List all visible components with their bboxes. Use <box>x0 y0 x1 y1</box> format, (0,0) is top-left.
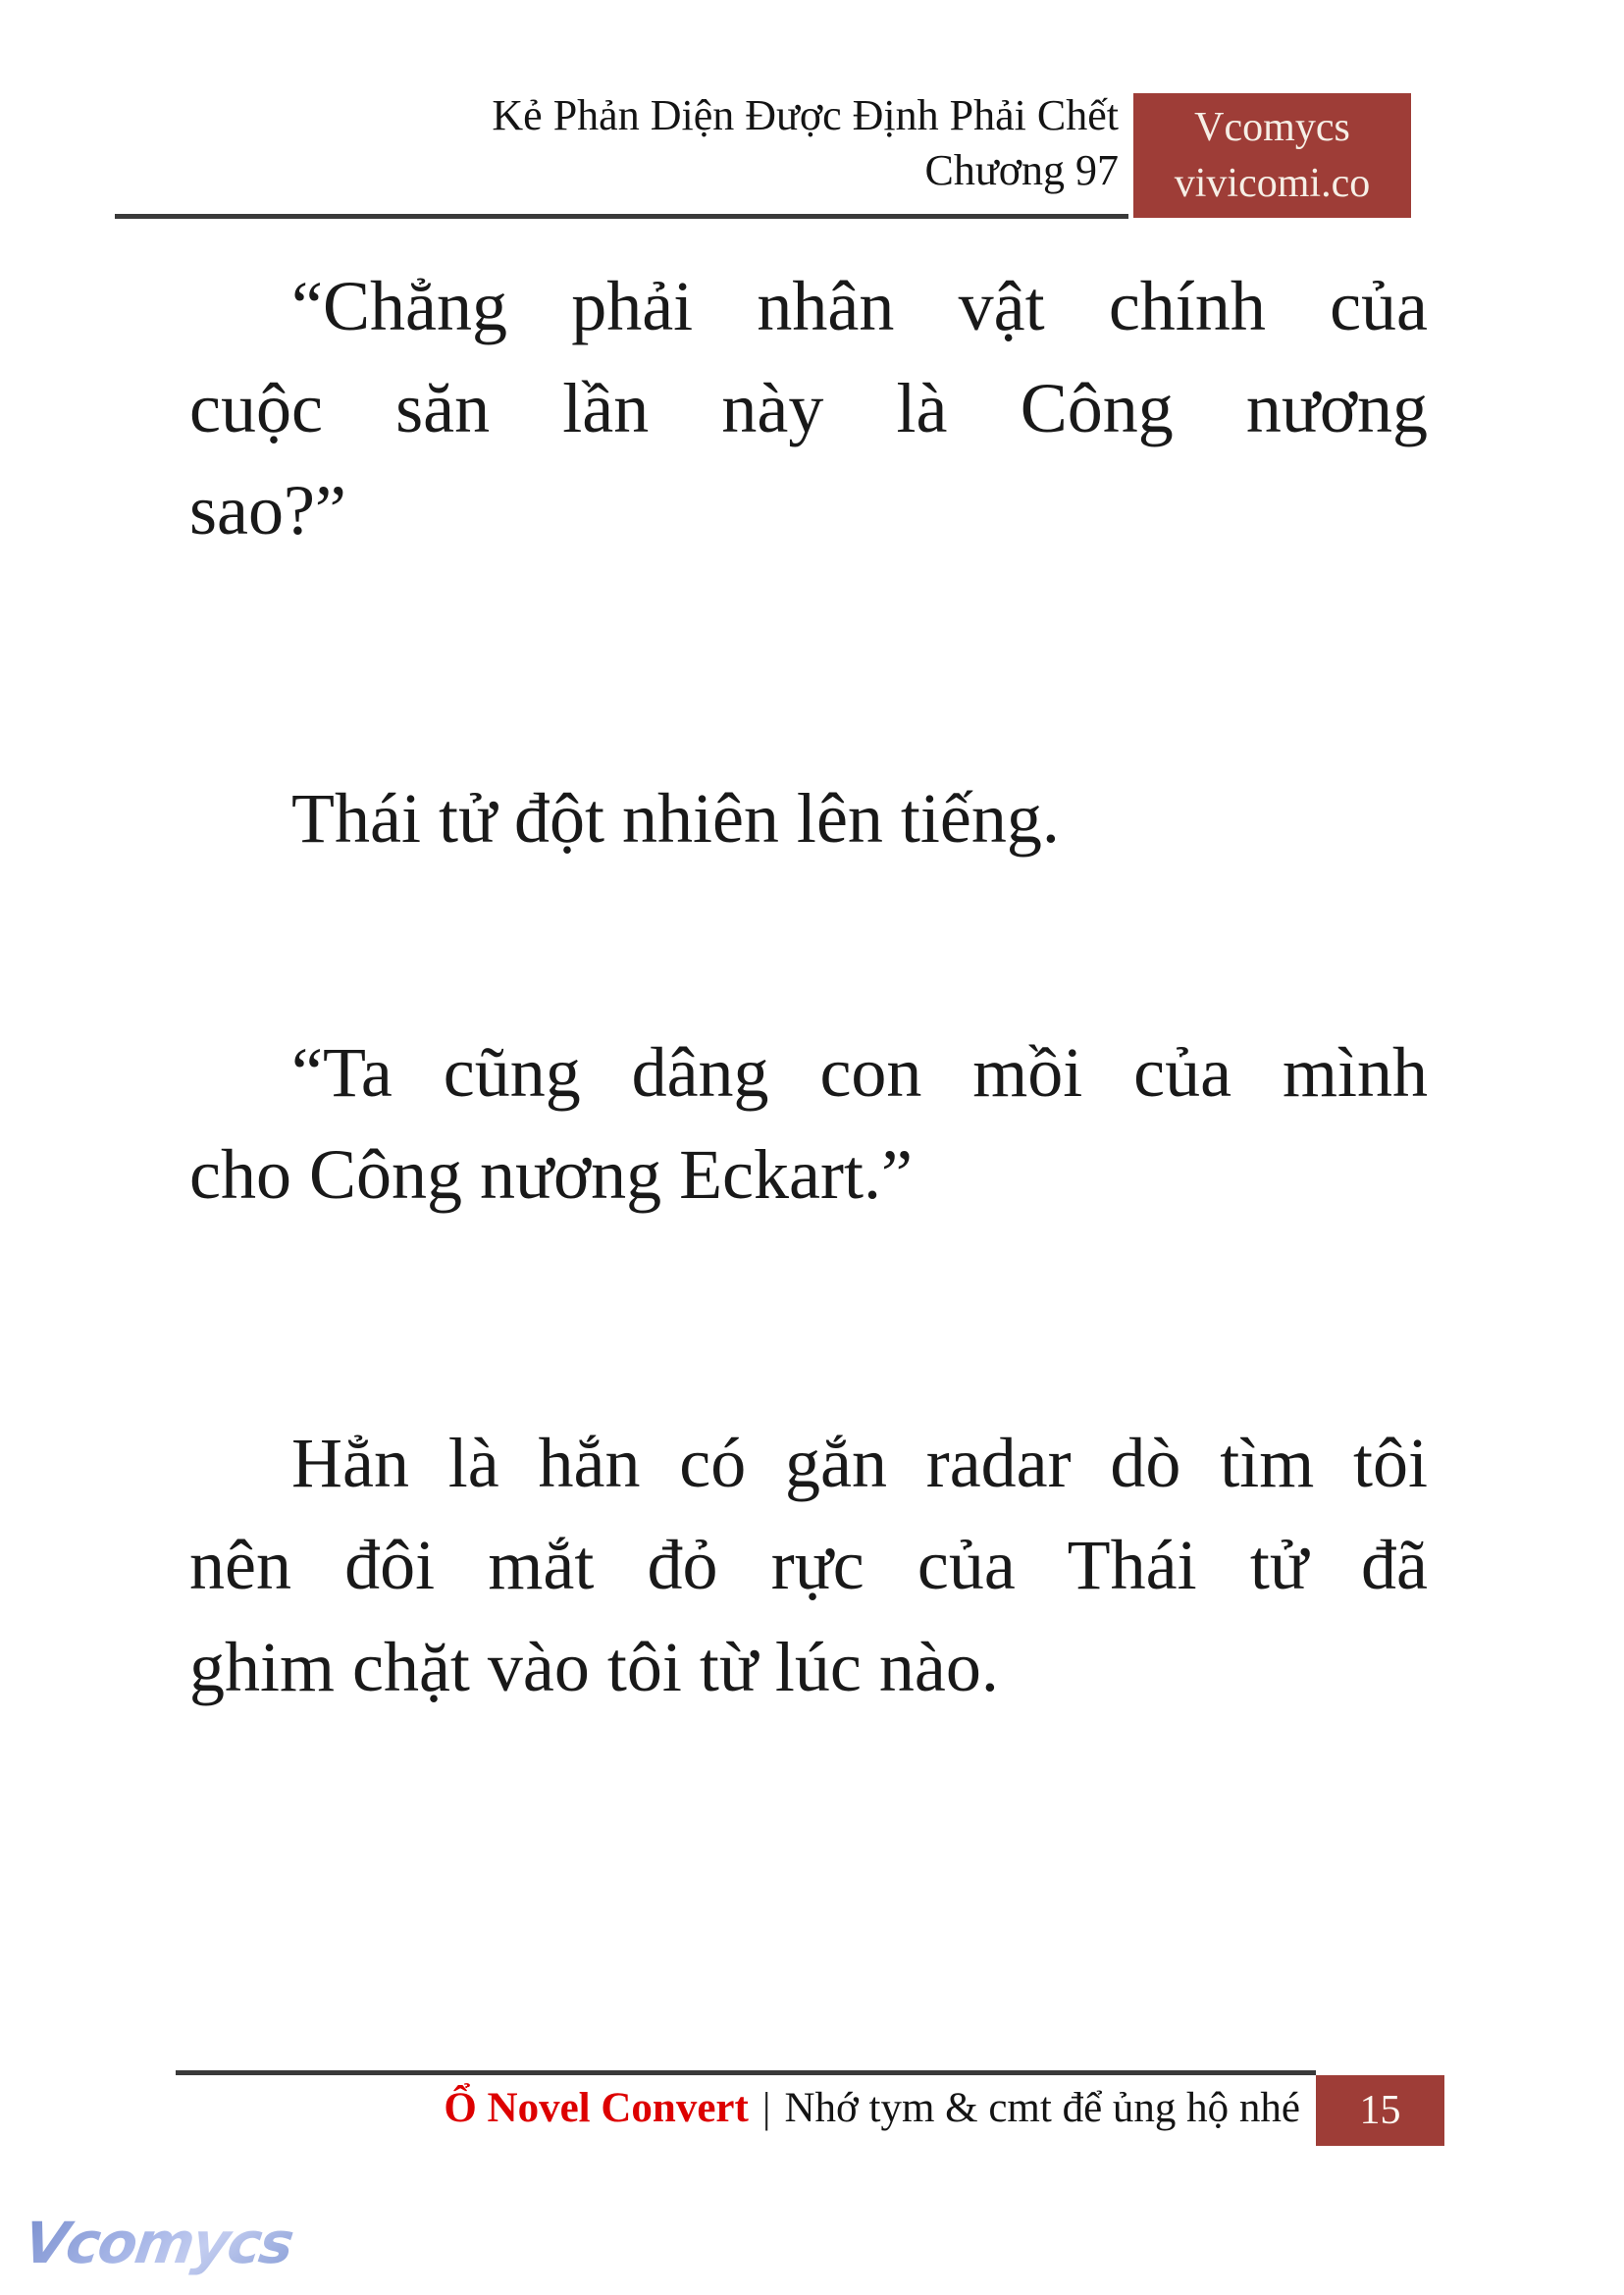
paragraph-line: Thái tử đột nhiên lên tiếng. <box>291 779 1060 858</box>
brand-site: vivicomi.co <box>1174 160 1371 206</box>
paragraph <box>189 767 1428 869</box>
paragraph-line: “Ta cũng dâng con mồi của mình <box>291 1033 1428 1112</box>
header-divider <box>115 214 1128 219</box>
paragraph <box>189 255 1428 561</box>
paragraph-line: Hẳn là hắn có gắn radar dò tìm tôi <box>291 1424 1428 1502</box>
header-title-block <box>492 88 1119 198</box>
paragraph-line: cuộc săn lần này là Công nương <box>189 369 1428 447</box>
paragraph-line: “Chẳng phải nhân vật chính của <box>291 267 1428 345</box>
paragraph-line: cho Công nương Eckart.” <box>189 1135 913 1214</box>
paragraph-line: ghim chặt vào tôi từ lúc nào. <box>189 1628 999 1706</box>
footer-credit-line <box>444 2084 1300 2132</box>
footer-message: Nhớ tym & cmt để ủng hộ nhé <box>784 2085 1300 2131</box>
footer-separator: | <box>761 2085 771 2131</box>
brand-badge <box>1133 93 1411 218</box>
page-number-badge <box>1316 2075 1444 2146</box>
vcomycs-logo: Vcomycs <box>20 2210 297 2276</box>
paragraph-line: nên đôi mắt đỏ rực của Thái tử đã <box>189 1526 1428 1604</box>
paragraph <box>189 1412 1428 1718</box>
page-body <box>189 255 1428 1718</box>
page-number: 15 <box>1359 2088 1401 2133</box>
brand-name: Vcomycs <box>1194 104 1350 150</box>
chapter-number: Chương 97 <box>924 146 1119 194</box>
book-title: Kẻ Phản Diện Được Định Phải Chết <box>492 91 1119 139</box>
paragraph-line: sao?” <box>189 471 346 549</box>
footer-brand: Ổ Novel Convert <box>444 2085 749 2131</box>
paragraph <box>189 1021 1428 1226</box>
footer-divider <box>176 2070 1316 2075</box>
